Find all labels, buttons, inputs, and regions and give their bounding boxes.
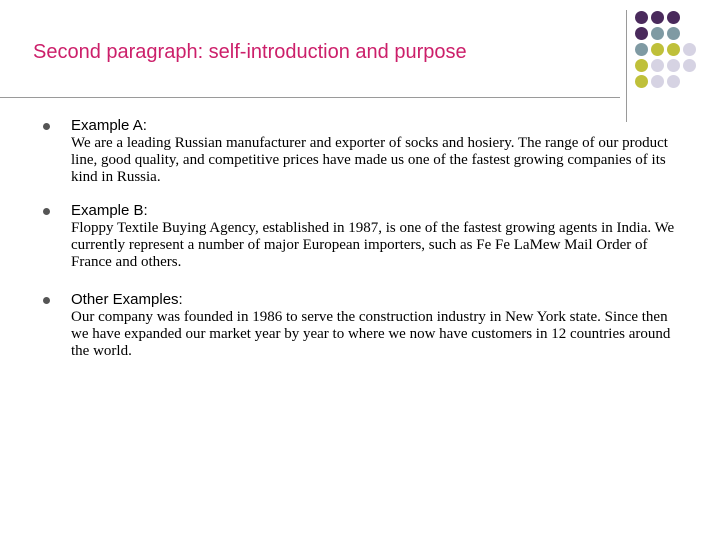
horizontal-divider [0, 97, 620, 98]
vertical-divider [626, 10, 627, 122]
decorative-dot [635, 43, 648, 56]
decorative-dot [667, 75, 680, 88]
bullet-marker [43, 297, 50, 304]
bullet-marker [43, 208, 50, 215]
slide-title: Second paragraph: self-introduction and purpose [33, 41, 467, 63]
decorative-dot [651, 11, 664, 24]
decorative-dot [651, 27, 664, 40]
decorative-dot [651, 43, 664, 56]
decorative-dot [667, 11, 680, 24]
decorative-dot [667, 43, 680, 56]
bullet-heading: Example B: [71, 202, 148, 219]
decorative-dot [651, 59, 664, 72]
decorative-dot [635, 75, 648, 88]
decorative-dot [667, 27, 680, 40]
decorative-dot [635, 11, 648, 24]
bullet-heading: Example A: [71, 117, 147, 134]
bullet-heading: Other Examples: [71, 291, 183, 308]
decorative-dot [667, 59, 680, 72]
bullet-body: Our company was founded in 1986 to serve the construction industry in New York state. Since then we have expanded our market year by year to where we now have customers in 12 countries around the world. [71, 309, 671, 359]
decorative-dot [635, 59, 648, 72]
bullet-body: Floppy Textile Buying Agency, established in 1987, is one of the fastest growing agents in India. We currently represent a number of major European importers, such as Fe Fe LaMew Mail Order of France and others. [71, 220, 675, 270]
decorative-dot [683, 59, 696, 72]
decorative-dot [683, 43, 696, 56]
bullet-body: We are a leading Russian manufacturer and exporter of socks and hosiery. The range of our product line, good quality, and competitive prices have made us one of the fastest growing companies of its kind in Russia. [71, 135, 668, 185]
decorative-dot [635, 27, 648, 40]
decorative-dot [651, 75, 664, 88]
bullet-marker [43, 123, 50, 130]
